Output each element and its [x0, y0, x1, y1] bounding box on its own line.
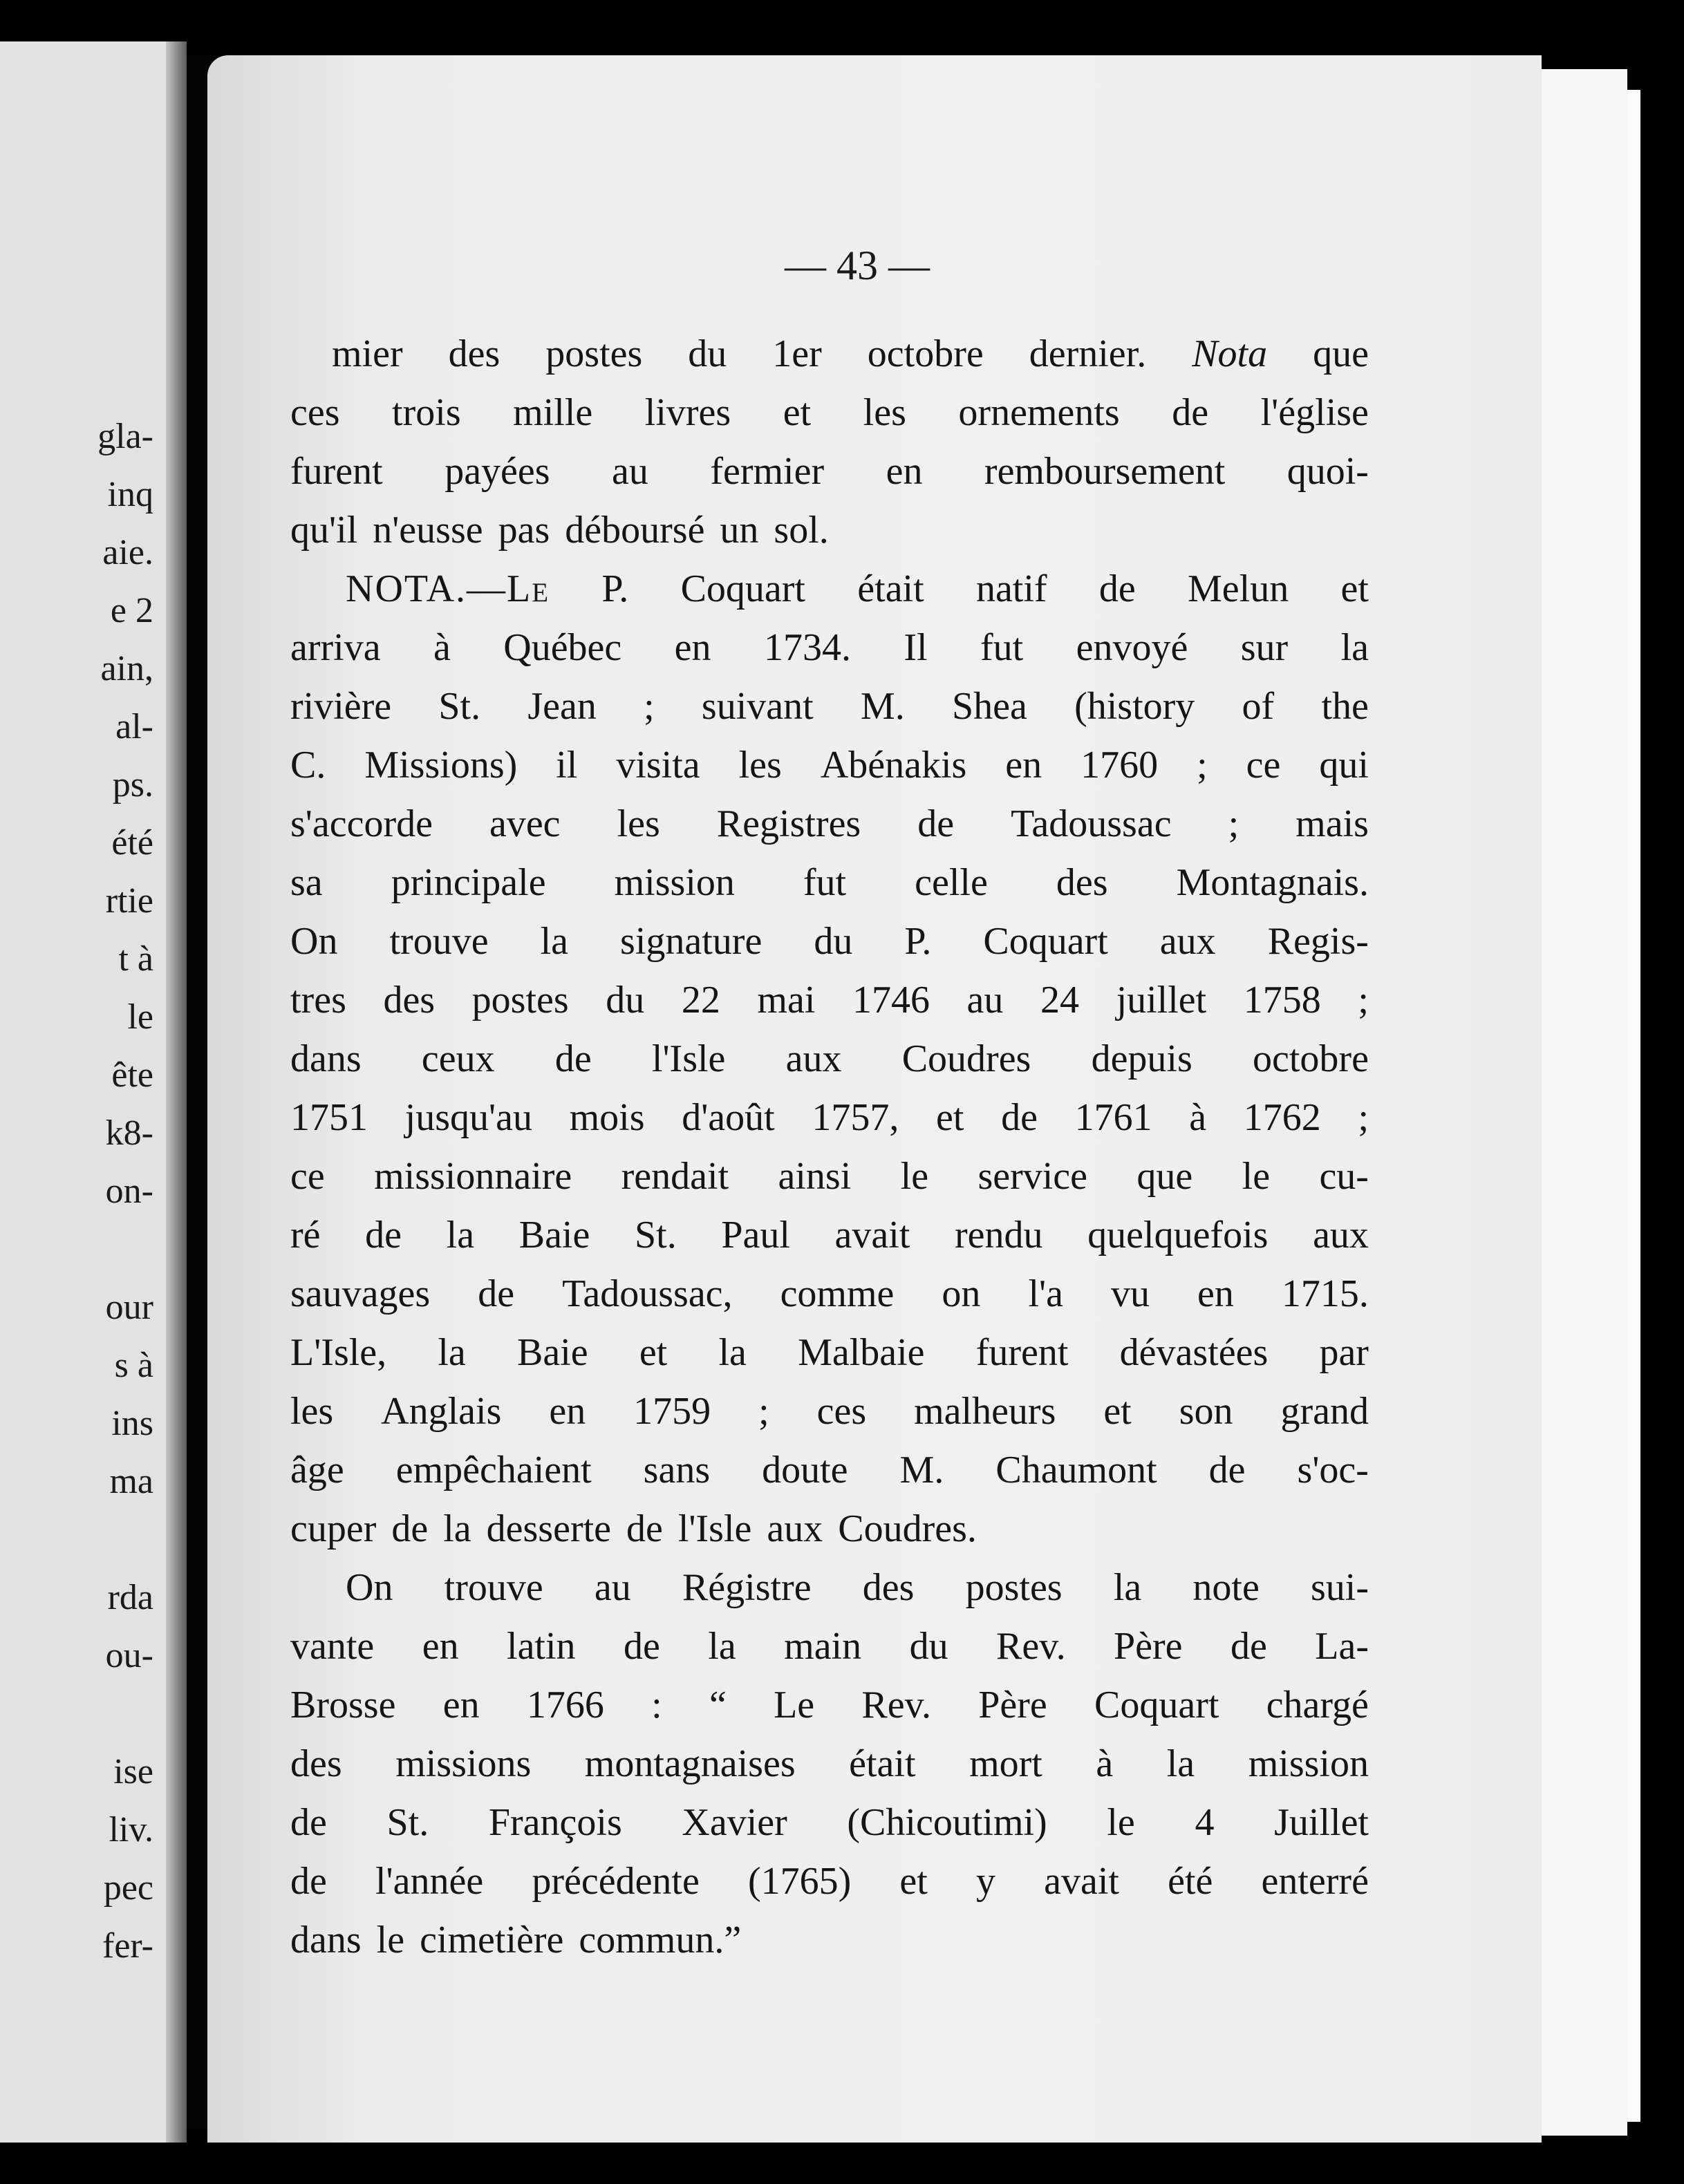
previous-page-fragment: ise [113, 1752, 153, 1791]
text-line: tres des postes du 22 mai 1746 au 24 juillet 1758 ; [290, 979, 1369, 1022]
previous-page-text [97, 408, 153, 1975]
text-line: les Anglais en 1759 ; ces malheurs et son grand [290, 1390, 1369, 1433]
text-line: sa principale mission fut celle des Montagnais. [290, 861, 1369, 904]
previous-page-fragment: inq [107, 475, 153, 514]
previous-page-fragment: t à [118, 939, 153, 979]
previous-page-fragment: ins [111, 1404, 153, 1443]
text-line: NOTA.—Le P. Coquart était natif de Melun et [346, 567, 1369, 610]
previous-page-fragment [97, 1221, 153, 1279]
text-line: dans le cimetière commun.” [290, 1919, 742, 1961]
text-line: qu'il n'eusse pas déboursé un sol. [290, 509, 829, 552]
previous-page-fragment: ête [111, 1055, 153, 1095]
text-line: rivière St. Jean ; suivant M. Shea (history of the [290, 685, 1369, 728]
page-gutter-shadow [166, 41, 187, 2143]
previous-page-fragment: aie. [102, 533, 153, 572]
text-line: furent payées au fermier en remboursement quoi- [290, 450, 1369, 493]
text-line: ré de la Baie St. Paul avait rendu quelquefois aux [290, 1214, 1369, 1256]
previous-page-fragment: our [105, 1288, 153, 1327]
text-line: arriva à Québec en 1734. Il fut envoyé sur la [290, 626, 1369, 669]
text-line: 1751 jusqu'au mois d'août 1757, et de 1761 à 1762 ; [290, 1096, 1369, 1139]
previous-page-fragment: ain, [100, 649, 153, 688]
text-line: Brosse en 1766 : “ Le Rev. Père Coquart chargé [290, 1684, 1369, 1726]
previous-page-fragment: e 2 [110, 591, 153, 630]
text-line: dans ceux de l'Isle aux Coudres depuis octobre [290, 1037, 1369, 1080]
text-line: ce missionnaire rendait ainsi le service que le cu- [290, 1155, 1369, 1198]
text-line: C. Missions) il visita les Abénakis en 1760 ; ce qui [290, 744, 1369, 787]
previous-page-fragment [97, 1511, 153, 1569]
previous-page-fragment: s à [114, 1346, 153, 1385]
previous-page-fragment: rda [107, 1578, 153, 1617]
text-line: vante en latin de la main du Rev. Père de La- [290, 1625, 1369, 1668]
text-line: sauvages de Tadoussac, comme on l'a vu en 1715. [290, 1272, 1369, 1315]
previous-page-fragment: k8- [105, 1113, 153, 1153]
text-line: cuper de la desserte de l'Isle aux Coudres. [290, 1507, 977, 1550]
previous-page-fragment: le [127, 997, 153, 1037]
previous-page-fragment: été [111, 823, 153, 863]
text-line: L'Isle, la Baie et la Malbaie furent dévastées par [290, 1331, 1369, 1374]
previous-page-fragment: ou- [105, 1636, 153, 1675]
previous-page-fragment [97, 1685, 153, 1743]
previous-page-fragment: al- [115, 707, 153, 746]
text-line: des missions montagnaises était mort à la mission [290, 1742, 1369, 1785]
text-line: de l'année précédente (1765) et y avait été enterré [290, 1860, 1369, 1903]
text-line: âge empêchaient sans doute M. Chaumont de s'oc- [290, 1449, 1369, 1491]
text-line: de St. François Xavier (Chicoutimi) le 4 Juillet [290, 1801, 1369, 1844]
previous-page-fragment: ps. [112, 765, 153, 804]
page-body-text [290, 325, 1369, 1970]
previous-page-fragment: gla- [97, 417, 153, 456]
text-line: ces trois mille livres et les ornements de l'église [290, 391, 1369, 434]
text-line: On trouve au Régistre des postes la note sui- [346, 1566, 1369, 1609]
previous-page-fragment: liv. [109, 1810, 153, 1849]
text-line: mier des postes du 1er octobre dernier. Nota que [332, 332, 1369, 375]
previous-page-fragment: on- [105, 1171, 153, 1211]
previous-page-fragment: ma [109, 1462, 153, 1501]
text-line: On trouve la signature du P. Coquart aux Regis- [290, 920, 1369, 963]
previous-page [0, 41, 187, 2143]
previous-page-fragment: fer- [102, 1926, 153, 1966]
previous-page-fragment: rtie [105, 881, 153, 921]
page-number: — 43 — [785, 243, 930, 288]
text-line: s'accorde avec les Registres de Tadoussac ; mais [290, 802, 1369, 845]
previous-page-fragment: pec [103, 1868, 153, 1908]
